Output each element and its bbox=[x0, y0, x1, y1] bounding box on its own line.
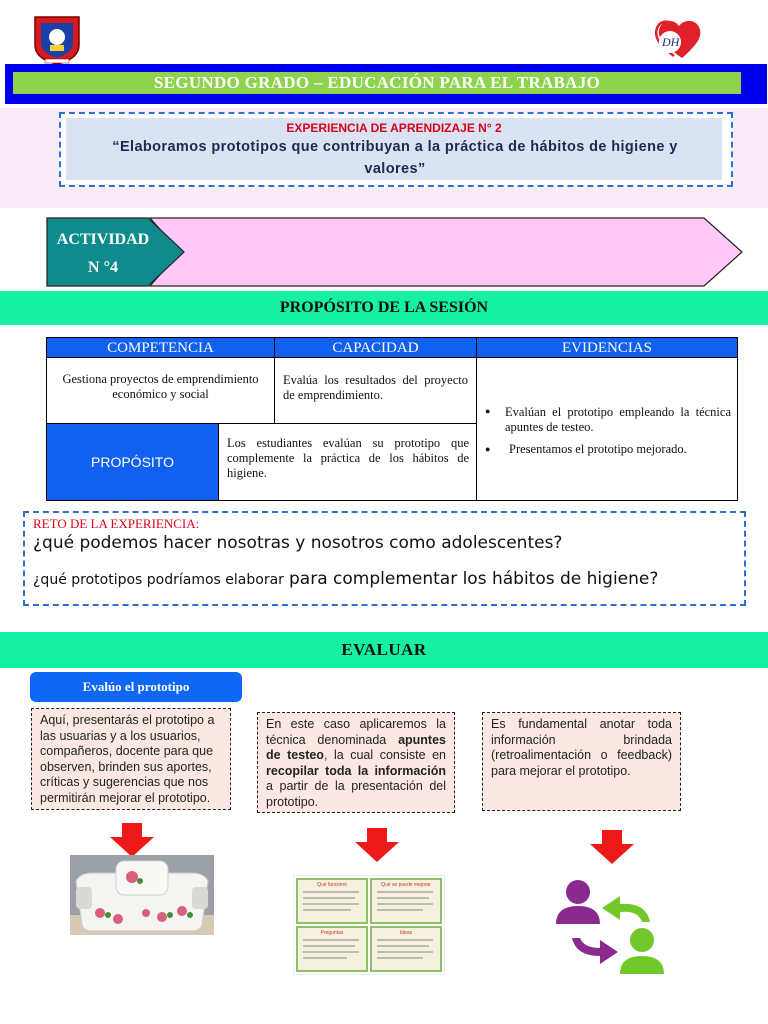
challenge-question-2-start: ¿qué prototipos podríamos elaborar bbox=[33, 572, 284, 588]
evidencia-item-1: Evalúan el prototipo empleando la técnica apuntes de testeo. bbox=[505, 405, 731, 434]
down-arrow-icon bbox=[590, 830, 634, 864]
card-title-1: Qué funcionó bbox=[317, 882, 347, 888]
note-present-prototype: Aquí, presentarás el prototipo a las usuarias y a los usuarios, compañeros, docente para que observen, brinden sus aportes, críticas y sugerencias que nos permitirán mejorar el prototipo. bbox=[31, 708, 231, 810]
card-title-2: Qué se puede mejorar bbox=[381, 882, 431, 888]
note2-text-2: , la cual consiste en bbox=[323, 748, 446, 762]
note-feedback: Es fundamental anotar toda información brindada (retroalimentación o feedback) para mejorar el prototipo. bbox=[482, 712, 681, 811]
note2-text-3: a partir de la presentación del prototipo. bbox=[266, 779, 446, 809]
competencia-cell: Gestiona proyectos de emprendimiento económico y social bbox=[47, 358, 275, 424]
challenge-question-2-end: para complementar los hábitos de higiene? bbox=[289, 569, 659, 589]
card-title-4: Ideas bbox=[399, 930, 413, 936]
title-frame-right bbox=[741, 72, 759, 94]
down-arrow-icon bbox=[110, 823, 154, 857]
evaluate-prototype-button[interactable]: Evalúo el prototipo bbox=[30, 672, 242, 702]
activity-label-line2: N °4 bbox=[88, 259, 118, 276]
school-crest-logo bbox=[33, 15, 81, 65]
logo-right-text: DH bbox=[662, 35, 680, 49]
heart-dh-logo bbox=[652, 16, 712, 62]
challenge-question-2 bbox=[33, 569, 658, 589]
note-testing-technique bbox=[257, 712, 455, 813]
evaluate-section-heading: EVALUAR bbox=[0, 632, 768, 668]
note2-text-1: En este caso aplicaremos la técnica denominada bbox=[266, 717, 446, 747]
experience-title bbox=[76, 136, 714, 180]
prototype-photo bbox=[70, 855, 214, 935]
table-header-competencia: COMPETENCIA bbox=[47, 338, 275, 358]
testing-grid-image bbox=[293, 875, 445, 975]
proposito-label-cell: PROPÓSITO bbox=[47, 424, 219, 500]
note2-bold-2: recopilar toda la información bbox=[266, 763, 446, 778]
card-title-3: Preguntas bbox=[320, 930, 344, 936]
activity-label-line1: ACTIVIDAD bbox=[56, 231, 150, 248]
experience-label: EXPERIENCIA DE APRENDIZAJE N° 2 bbox=[286, 121, 502, 135]
experience-title-line1: “Elaboramos prototipos que contribuyan a la práctica de hábitos de higiene y bbox=[112, 139, 678, 155]
table-header-capacidad: CAPACIDAD bbox=[275, 338, 477, 358]
challenge-question-1: ¿qué podemos hacer nosotras y nosotros como adolescentes? bbox=[33, 533, 563, 553]
evidencia-item-2: Presentamos el prototipo mejorado. bbox=[509, 442, 687, 456]
evidencias-cell bbox=[477, 358, 737, 500]
activity-arrow bbox=[150, 218, 742, 286]
proposito-cell: Los estudiantes evalúan su prototipo que complemente la práctica de los hábitos de higiene. bbox=[219, 424, 477, 500]
purpose-section-heading: PROPÓSITO DE LA SESIÓN bbox=[0, 291, 768, 325]
challenge-label: RETO DE LA EXPERIENCIA: bbox=[33, 516, 200, 531]
capacidad-cell: Evalúa los resultados del proyecto de emprendimiento. bbox=[275, 358, 477, 424]
session-table bbox=[46, 337, 738, 501]
note2-bold-1: apuntes de testeo bbox=[266, 732, 446, 762]
activity-label bbox=[46, 226, 160, 282]
bullet-icon: ● bbox=[485, 406, 491, 416]
down-arrow-icon bbox=[355, 828, 399, 862]
experience-title-line2: valores” bbox=[364, 161, 426, 177]
bullet-icon: ● bbox=[485, 444, 491, 454]
page-title: SEGUNDO GRADO – EDUCACIÓN PARA EL TRABAJO bbox=[13, 72, 741, 94]
table-header-evidencias: EVIDENCIAS bbox=[477, 338, 737, 358]
feedback-exchange-icon bbox=[550, 872, 665, 978]
